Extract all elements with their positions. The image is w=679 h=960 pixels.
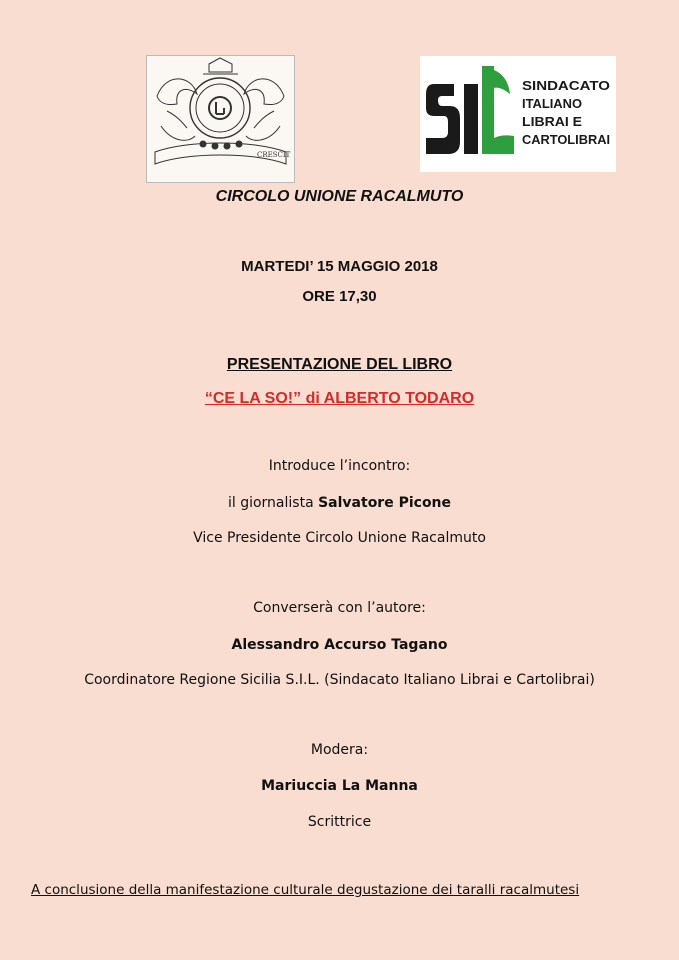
sil-logo xyxy=(420,56,616,172)
circolo-motto: CRESCIT xyxy=(257,151,291,159)
intro-name: Salvatore Picone xyxy=(318,495,452,511)
conversation-title: Coordinatore Regione Sicilia S.I.L. (Sindacato Italiano Librai e Cartolibrai) xyxy=(84,672,595,688)
organizer-title: CIRCOLO UNIONE RACALMUTO xyxy=(215,188,464,205)
presentation-heading: PRESENTAZIONE DEL LIBRO xyxy=(226,356,453,373)
sil-line-1: SINDACATO xyxy=(522,78,610,93)
sil-logo-icon xyxy=(420,56,616,172)
circolo-unione-logo xyxy=(146,55,295,183)
sil-line-4: CARTOLIBRAI xyxy=(522,132,610,147)
event-time: ORE 17,30 xyxy=(302,288,377,305)
intro-title: Vice Presidente Circolo Unione Racalmuto xyxy=(193,530,486,546)
intro-person xyxy=(0,495,679,511)
conversation-name: Alessandro Accurso Tagano xyxy=(231,637,448,653)
book-title: “CE LA SO!” di ALBERTO TODARO xyxy=(204,390,475,407)
event-date: MARTEDI’ 15 MAGGIO 2018 xyxy=(241,258,438,275)
circolo-emblem-icon xyxy=(147,56,294,182)
moderator-heading: Modera: xyxy=(310,742,369,758)
moderator-title: Scrittrice xyxy=(307,814,372,830)
footer-note: A conclusione della manifestazione culturale degustazione dei taralli racalmutesi xyxy=(31,882,580,898)
sil-line-3: LIBRAI E xyxy=(522,114,583,129)
intro-role: il giornalista xyxy=(227,495,319,511)
intro-heading: Introduce l’incontro: xyxy=(268,458,411,474)
moderator-name: Mariuccia La Manna xyxy=(261,778,418,794)
sil-line-2: ITALIANO xyxy=(522,96,582,111)
conversation-heading: Converserà con l’autore: xyxy=(253,600,426,616)
